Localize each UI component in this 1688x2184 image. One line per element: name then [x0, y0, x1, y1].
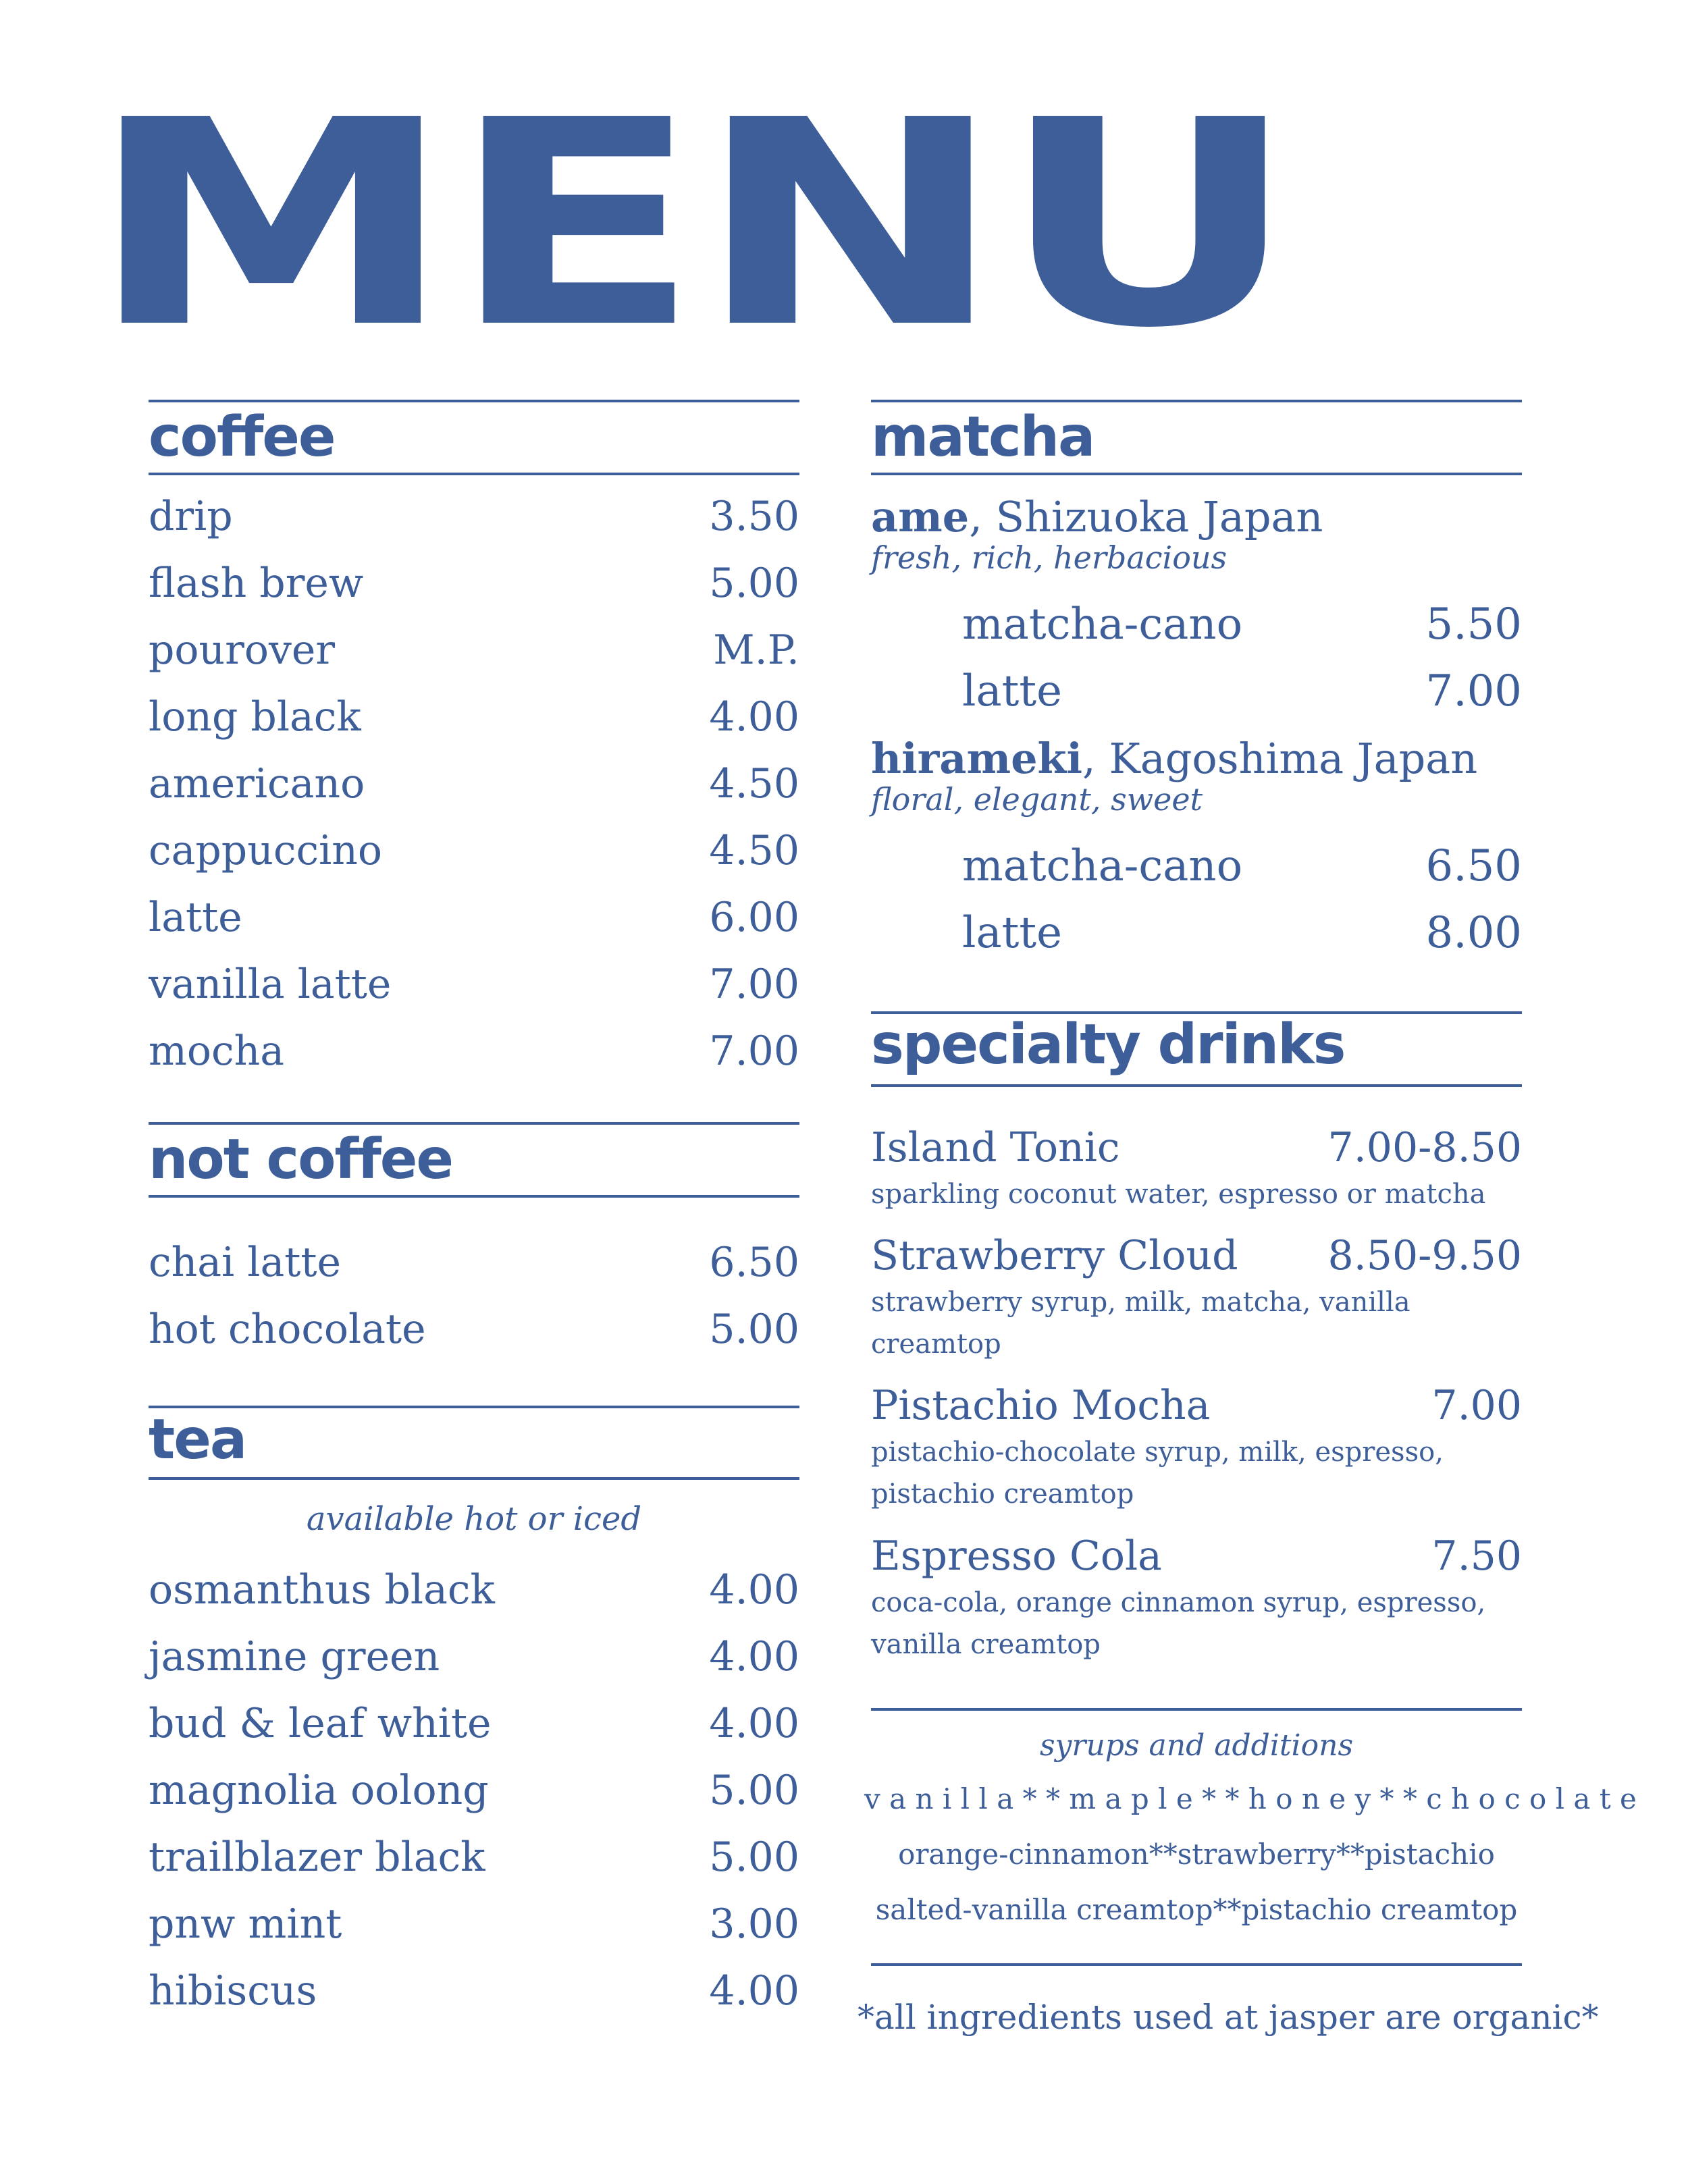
item-price: 4.00 [709, 1566, 799, 1614]
specialty-item [871, 1117, 1522, 1178]
item-price: 3.50 [709, 493, 799, 540]
coffee-item [149, 486, 799, 547]
item-price: 6.50 [709, 1239, 799, 1286]
item-name: pnw mint [149, 1900, 342, 1948]
item-price: 4.50 [709, 760, 799, 807]
item-price: 7.50 [1431, 1533, 1522, 1580]
item-name: osmanthus black [149, 1566, 495, 1614]
matcha-origin-ame [871, 493, 1323, 541]
menu-title: MENU [88, 60, 1294, 390]
not-coffee-top-rule [149, 1122, 799, 1125]
coffee-item [149, 954, 799, 1015]
matcha-item [962, 661, 1522, 722]
syrups-bottom-rule [871, 1963, 1522, 1966]
item-price: 5.00 [709, 1834, 799, 1881]
origin-region: , Kagoshima Japan [1082, 734, 1478, 783]
tea-bottom-rule [149, 1477, 799, 1480]
syrups-line: v a n i l l a * * m a p l e * * h o n e y * * c h o c o l a t e [864, 1782, 1637, 1815]
item-name: bud & leaf white [149, 1700, 492, 1747]
tea-heading: tea [149, 1408, 246, 1472]
tea-item [149, 1894, 799, 1954]
matcha-heading: matcha [871, 405, 1094, 469]
item-price: 5.00 [709, 1767, 799, 1814]
item-name: Pistachio Mocha [871, 1382, 1211, 1429]
item-name: chai latte [149, 1239, 341, 1286]
specialty-item [871, 1526, 1522, 1587]
item-price: 5.00 [709, 560, 799, 607]
specialty-item [871, 1225, 1522, 1286]
item-price: M.P. [713, 627, 799, 674]
item-price: 4.00 [709, 1700, 799, 1747]
tea-item [149, 1961, 799, 2021]
item-price: 4.00 [709, 1967, 799, 2015]
origin-notes: fresh, rich, herbacious [871, 539, 1228, 576]
item-name: magnolia oolong [149, 1767, 489, 1814]
coffee-item [149, 620, 799, 681]
coffee-top-rule [149, 400, 799, 402]
not-coffee-item [149, 1232, 799, 1293]
item-name: latte [149, 894, 242, 941]
syrups-top-rule [871, 1708, 1522, 1711]
coffee-item [149, 1021, 799, 1082]
not-coffee-item [149, 1299, 799, 1360]
not-coffee-bottom-rule [149, 1195, 799, 1198]
item-price: 6.50 [1425, 841, 1522, 891]
coffee-item [149, 687, 799, 747]
item-price: 7.00 [1431, 1382, 1522, 1429]
tea-item [149, 1760, 799, 1821]
syrups-heading: syrups and additions [1039, 1728, 1354, 1763]
item-price: 5.00 [709, 1306, 799, 1353]
specialty-item-desc: strawberry syrup, milk, matcha, vanilla creamtop [871, 1287, 1410, 1360]
specialty-item-desc: sparkling coconut water, espresso or matcha [871, 1179, 1486, 1210]
specialty-heading: specialty drinks [871, 1013, 1345, 1077]
matcha-item [962, 903, 1522, 963]
coffee-item [149, 887, 799, 948]
item-name: Strawberry Cloud [871, 1232, 1238, 1279]
syrups-line: orange-cinnamon**strawberry**pistachio [898, 1838, 1495, 1871]
coffee-item [149, 820, 799, 881]
coffee-item [149, 553, 799, 614]
matcha-origin-hirameki [871, 735, 1477, 783]
item-name: latte [962, 666, 1062, 716]
item-name: mocha [149, 1028, 285, 1075]
tea-top-rule [149, 1406, 799, 1408]
specialty-item-desc: coca-cola, orange cinnamon syrup, espresso, vanilla creamtop [871, 1587, 1486, 1660]
item-name: Island Tonic [871, 1124, 1120, 1171]
tea-item [149, 1827, 799, 1888]
organic-footer: *all ingredients used at jasper are organic* [858, 1998, 1599, 2037]
item-price: 5.50 [1425, 600, 1522, 649]
matcha-item [962, 594, 1522, 655]
item-price: 8.50-9.50 [1327, 1232, 1522, 1279]
tea-item [149, 1560, 799, 1620]
item-name: latte [962, 908, 1062, 958]
tea-item [149, 1626, 799, 1687]
specialty-item-desc: pistachio-chocolate syrup, milk, espresso, pistachio creamtop [871, 1437, 1444, 1510]
item-name: matcha-cano [962, 600, 1243, 649]
item-price: 7.00 [1425, 666, 1522, 716]
item-name: vanilla latte [149, 961, 392, 1008]
item-name: hibiscus [149, 1967, 317, 2015]
item-price: 3.00 [709, 1900, 799, 1948]
item-price: 7.00-8.50 [1327, 1124, 1522, 1171]
item-price: 6.00 [709, 894, 799, 941]
not-coffee-heading: not coffee [149, 1127, 452, 1192]
item-name: cappuccino [149, 827, 382, 874]
matcha-item [962, 836, 1522, 897]
item-name: Espresso Cola [871, 1533, 1162, 1580]
item-price: 4.00 [709, 693, 799, 741]
origin-name: ame [871, 492, 970, 541]
item-name: drip [149, 493, 233, 540]
item-price: 7.00 [709, 1028, 799, 1075]
item-name: flash brew [149, 560, 364, 607]
item-name: jasmine green [149, 1633, 440, 1680]
item-name: americano [149, 760, 365, 807]
item-name: pourover [149, 627, 336, 674]
item-price: 7.00 [709, 961, 799, 1008]
coffee-heading: coffee [149, 405, 335, 469]
item-name: long black [149, 693, 361, 741]
tea-item [149, 1693, 799, 1754]
origin-notes: floral, elegant, sweet [871, 781, 1203, 818]
item-name: hot chocolate [149, 1306, 426, 1353]
coffee-item [149, 753, 799, 814]
matcha-top-rule [871, 400, 1522, 402]
item-name: trailblazer black [149, 1834, 485, 1881]
specialty-bottom-rule [871, 1084, 1522, 1087]
specialty-item [871, 1375, 1522, 1436]
origin-name: hirameki [871, 734, 1083, 783]
item-price: 4.50 [709, 827, 799, 874]
item-price: 8.00 [1425, 908, 1522, 958]
origin-region: , Shizuoka Japan [969, 492, 1323, 541]
item-price: 4.00 [709, 1633, 799, 1680]
matcha-bottom-rule [871, 473, 1522, 475]
coffee-bottom-rule [149, 473, 799, 475]
syrups-line: salted-vanilla creamtop**pistachio creamtop [875, 1893, 1518, 1926]
tea-note: available hot or iced [306, 1500, 642, 1538]
item-name: matcha-cano [962, 841, 1243, 891]
